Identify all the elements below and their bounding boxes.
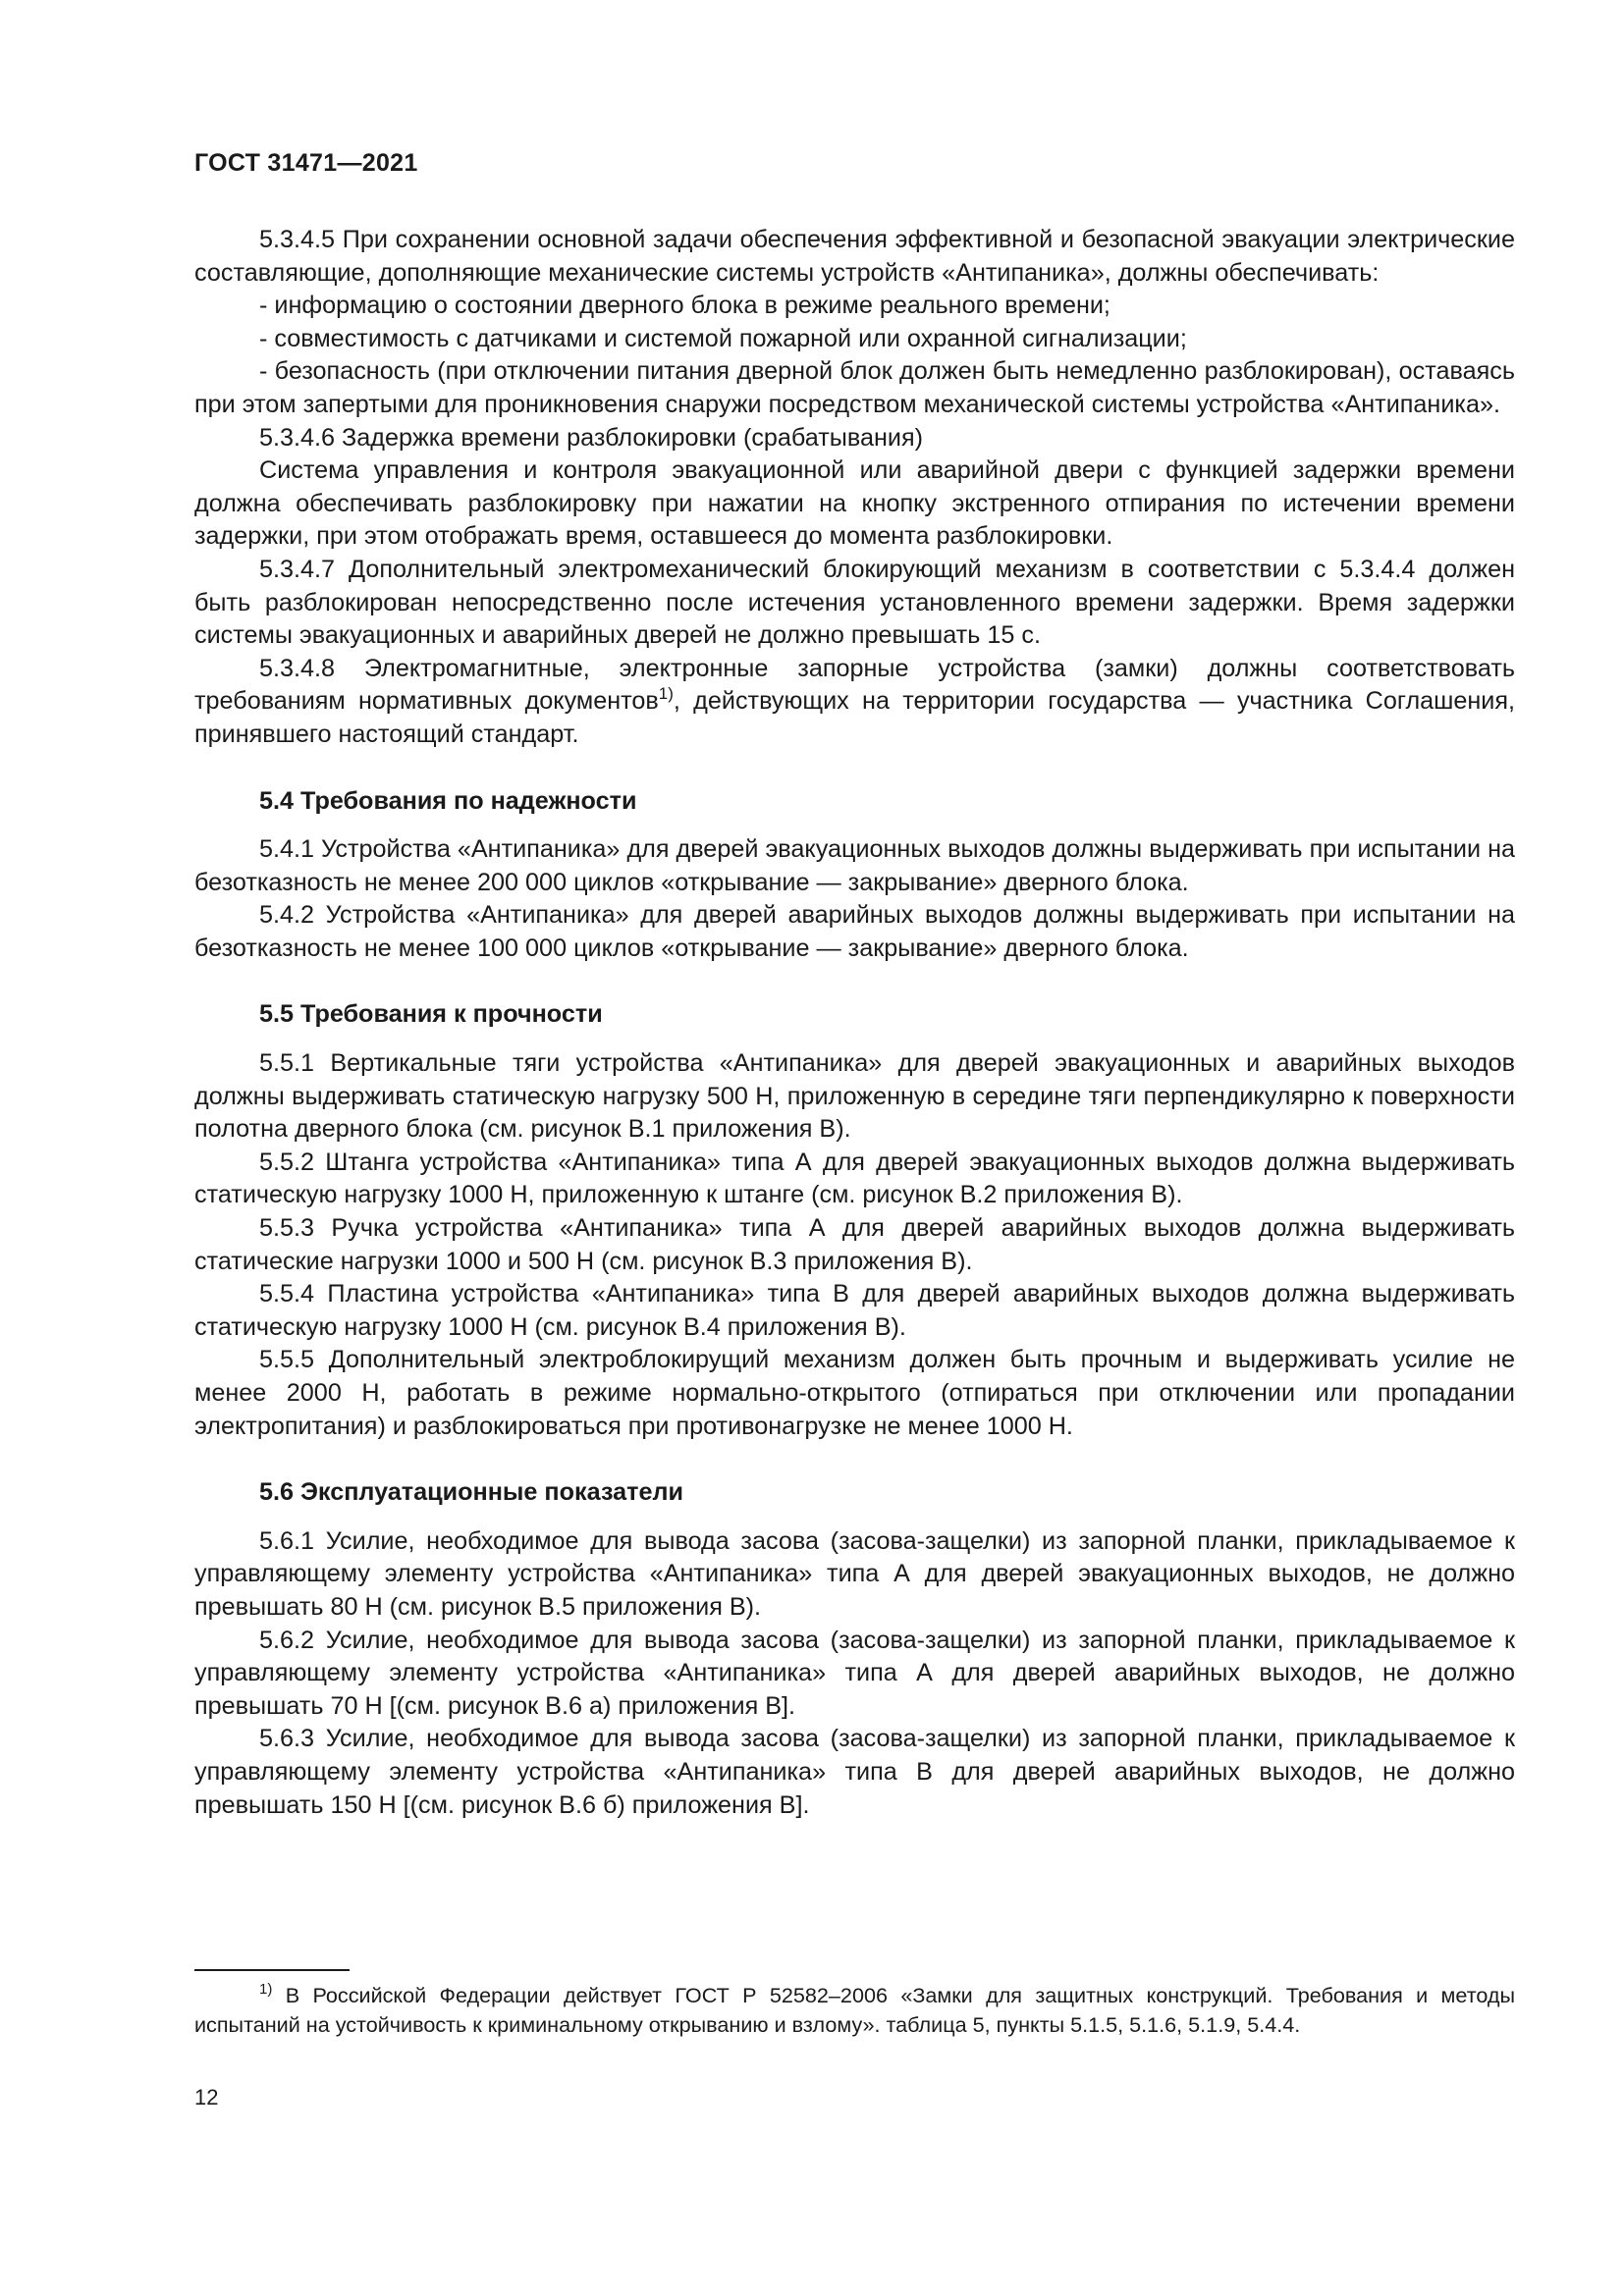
standard-header: ГОСТ 31471—2021 — [194, 149, 418, 177]
paragraph-5-5-2: 5.5.2 Штанга устройства «Антипаника» типа А для дверей эвакуационных выходов должна выдерживать статическую нагрузку 1000 Н, приложенную к штанге (см. рисунок В.2 приложения В). — [194, 1148, 1515, 1209]
footnote-reference[interactable]: 1) — [658, 684, 674, 704]
body-text — [194, 224, 1515, 1822]
paragraph-5-5-5: 5.5.5 Дополнительный электроблокирущий механизм должен быть прочным и выдерживать усилие не менее 2000 Н, работать в режиме нормально-открытого (отпираться при отключении или пропадании электропитания) и разблокироваться при противонагрузке не менее 1000 Н. — [194, 1346, 1515, 1440]
paragraph-text: 5.3.4.8 Электромагнитные, электронные запорные устройства (замки) должны соответствовать требованиям нормативных документов — [194, 654, 1515, 716]
footnote — [194, 1981, 1515, 2039]
footnote-text: В Российской Федерации действует ГОСТ Р 52582–2006 «Замки для защитных конструкций. Требования и методы испытаний на устойчивость к криминальному открыванию и взлому». таблица 5, пункты 5.1.5, 5.1.6, 5.1.9, 5.4.4. — [194, 1983, 1515, 2037]
section-heading-5-6: 5.6 Эксплуатационные показатели — [259, 1478, 683, 1507]
paragraph-text: , действующих на территории государства — участника Соглашения, принявшего настоящий стандарт. — [194, 687, 1515, 748]
paragraph-5-5-4: 5.5.4 Пластина устройства «Антипаника» типа В для дверей аварийных выходов должна выдерживать статическую нагрузку 1000 Н (см. рисунок В.4 приложения В). — [194, 1280, 1515, 1341]
list-item: - безопасность (при отключении питания дверной блок должен быть немедленно разблокирован), оставаясь при этом запертыми для проникновения снаружи посредством механической системы устройства «Антипаника». — [194, 357, 1515, 418]
footnote-divider — [194, 1969, 350, 1971]
paragraph-5-4-2: 5.4.2 Устройства «Антипаника» для дверей аварийных выходов должны выдерживать при испытании на безотказность не менее 100 000 циклов «открывание — закрывание» дверного блока. — [194, 901, 1515, 962]
paragraph-5-6-2: 5.6.2 Усилие, необходимое для вывода засова (засова-защелки) из запорной планки, прикладываемое к управляющему элементу устройства «Антипаника» типа А для дверей аварийных выходов, не должно превышать 70 Н [(см. рисунок В.6 а) приложения В]. — [194, 1626, 1515, 1720]
list-item: - совместимость с датчиками и системой пожарной или охранной сигнализации; — [259, 324, 1187, 352]
paragraph-5-3-4-5: 5.3.4.5 При сохранении основной задачи обеспечения эффективной и безопасной эвакуации электрические составляющие, дополняющие механические системы устройств «Антипаника», должны обеспечивать: — [194, 226, 1515, 287]
paragraph-5-6-1: 5.6.1 Усилие, необходимое для вывода засова (засова-защелки) из запорной планки, прикладываемое к управляющему элементу устройства «Антипаника» типа А для дверей эвакуационных выходов, не должно превышать 80 Н (см. рисунок В.5 приложения В). — [194, 1526, 1515, 1621]
footnote-marker: 1) — [259, 1981, 273, 1998]
footnote-paragraph — [194, 1981, 1515, 2039]
section-heading-5-4: 5.4 Требования по надежности — [259, 786, 637, 815]
page-number: 12 — [194, 2085, 219, 2109]
paragraph-5-6-3: 5.6.3 Усилие, необходимое для вывода засова (засова-защелки) из запорной планки, прикладываемое к управляющему элементу устройства «Антипаника» типа В для дверей аварийных выходов, не должно превышать 150 Н [(см. рисунок В.6 б) приложения В]. — [194, 1725, 1515, 1819]
paragraph-5-4-1: 5.4.1 Устройства «Антипаника» для дверей эвакуационных выходов должны выдерживать при испытании на безотказность не менее 200 000 циклов «открывание — закрывание» дверного блока. — [194, 835, 1515, 896]
paragraph-5-3-4-8 — [194, 653, 1515, 752]
paragraph-5-3-4-6-text: Система управления и контроля эвакуационной или аварийной двери с функцией задержки времени должна обеспечивать разблокировку при нажатии на кнопку экстренного отпирания по истечении времени задержки, при этом отображать время, оставшееся до момента разблокировки. — [194, 456, 1515, 551]
list-item: - информацию о состоянии дверного блока в режиме реального времени; — [259, 292, 1110, 320]
paragraph-5-5-1: 5.5.1 Вертикальные тяги устройства «Антипаника» для дверей эвакуационных и аварийных выходов должны выдерживать статическую нагрузку 500 Н, приложенную в середине тяги перпендикулярно к поверхности полотна дверного блока (см. рисунок В.1 приложения В). — [194, 1049, 1515, 1144]
section-heading-5-5: 5.5 Требования к прочности — [259, 1000, 603, 1029]
paragraph-5-3-4-7: 5.3.4.7 Дополнительный электромеханический блокирующий механизм в соответствии с 5.3.4.4 должен быть разблокирован непосредственно после истечения установленного времени задержки. Время задержки системы эвакуационных и аварийных дверей не должно превышать 15 с. — [194, 555, 1515, 650]
paragraph-5-3-4-6: 5.3.4.6 Задержка времени разблокировки (срабатывания) — [259, 423, 923, 452]
paragraph-5-5-3: 5.5.3 Ручка устройства «Антипаника» типа А для дверей аварийных выходов должна выдерживать статические нагрузки 1000 и 500 Н (см. рисунок В.3 приложения В). — [194, 1214, 1515, 1275]
